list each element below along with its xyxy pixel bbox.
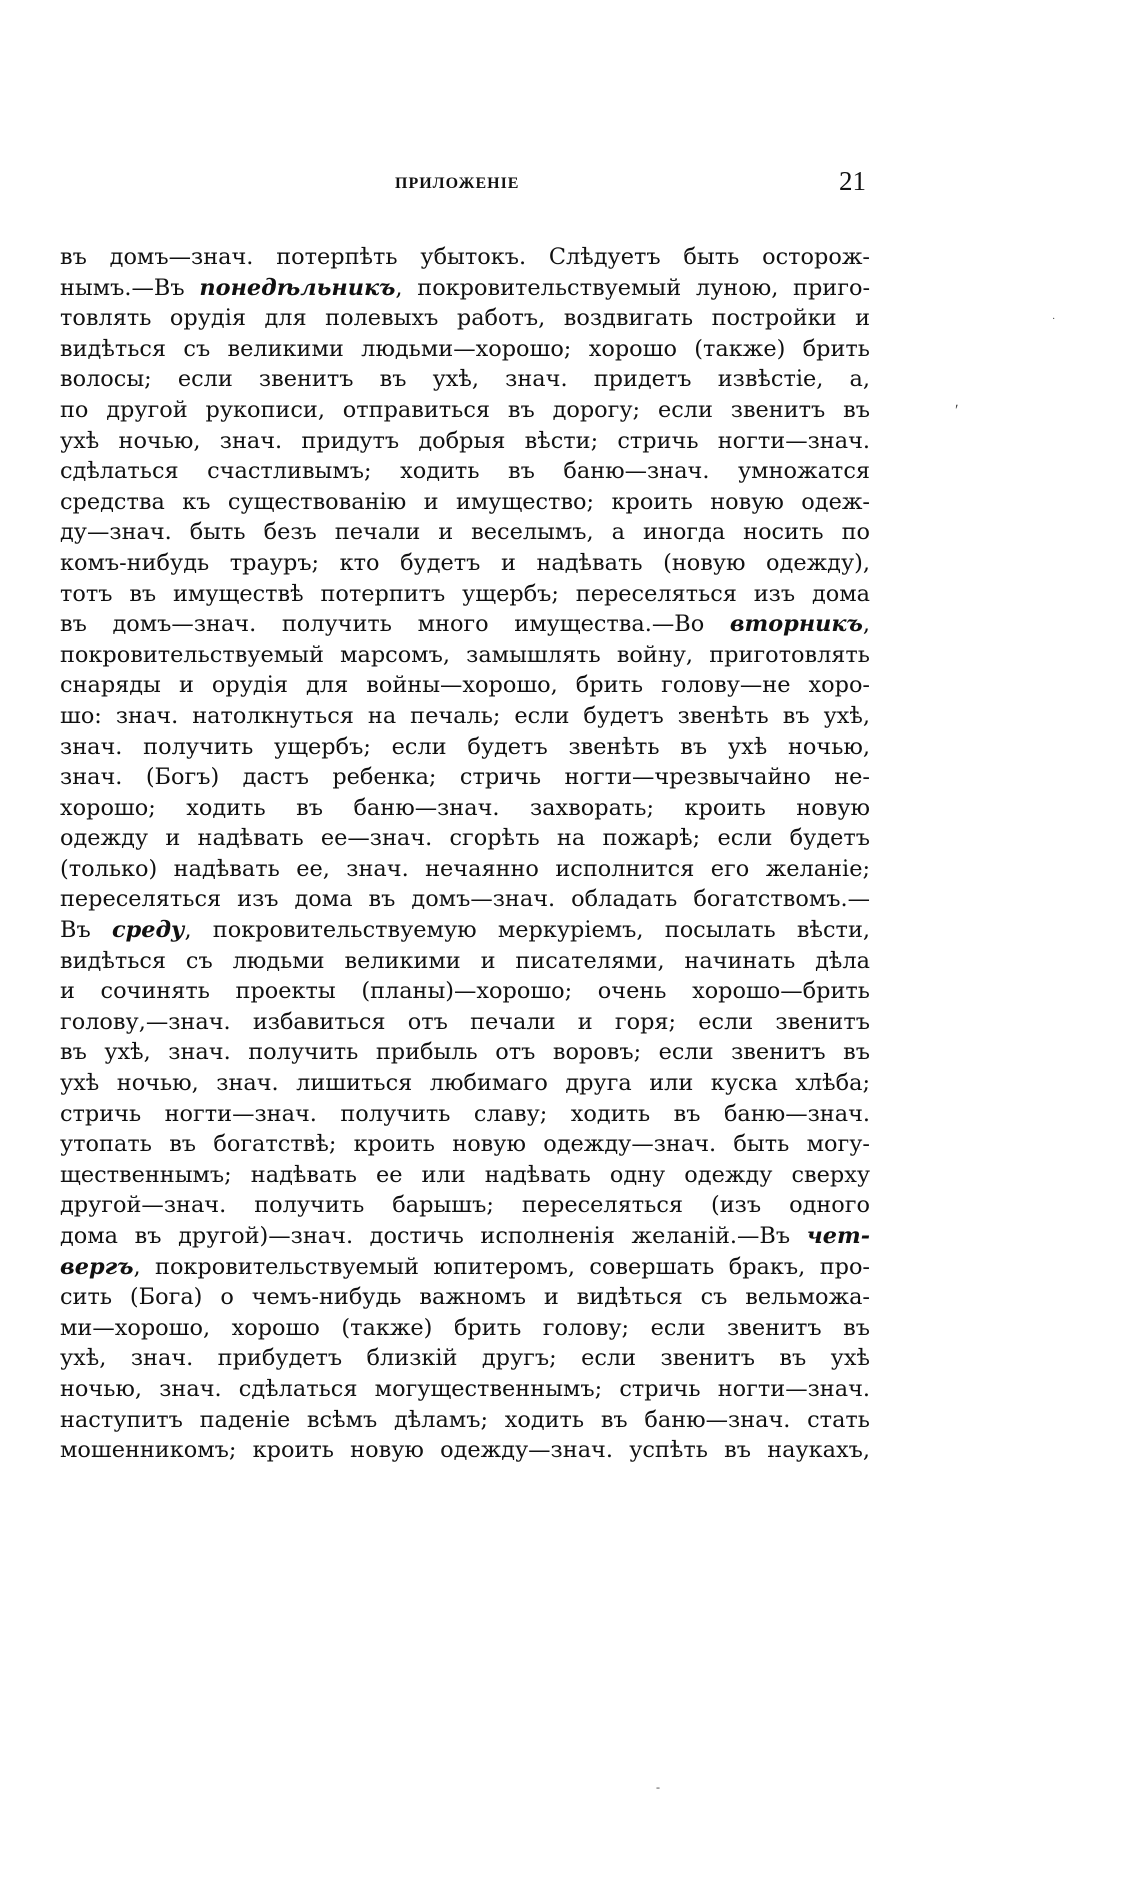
line-segment: ми—хорошо, хорошо (также) брить голову; если звенитъ въ — [60, 1314, 870, 1341]
line-segment: утопать въ богатствѣ; кроить новую одежду—знач. быть могу- — [60, 1131, 870, 1158]
line-segment: тотъ въ имуществѣ потерпитъ ущербъ; переселяться изъ дома — [60, 580, 870, 607]
line-segment: другой—знач. получить барышъ; переселяться (изъ одного — [60, 1192, 870, 1219]
text-line — [60, 1252, 870, 1283]
line-segment: , покровительствуемый юпитеромъ, совершать бракъ, про- — [133, 1253, 870, 1280]
text-line — [60, 1221, 870, 1252]
text-line — [60, 548, 870, 579]
line-segment: наступитъ паденіе всѣмъ дѣламъ; ходить въ баню—знач. стать — [60, 1406, 870, 1433]
line-segment: въ домъ—знач. получить много имущества.—Во — [60, 611, 730, 638]
text-line — [60, 1129, 870, 1160]
body-text — [60, 242, 870, 1466]
line-segment: ду—знач. быть безъ печали и веселымъ, а иногда носить по — [60, 519, 870, 546]
text-line — [60, 854, 870, 885]
line-segment: ухѣ ночью, знач. лишиться любимаго друга или куска хлѣба; — [60, 1070, 870, 1097]
line-segment: въ ухѣ, знач. получить прибыль отъ воровъ; если звенитъ въ — [60, 1039, 870, 1066]
text-line — [60, 701, 870, 732]
line-segment: ночью, знач. сдѣлаться могущественнымъ; стричь ногти—знач. — [60, 1375, 870, 1402]
line-segment: дома въ другой)—знач. достичь исполненія желаній.—Въ — [60, 1223, 807, 1249]
text-line — [60, 303, 870, 334]
text-line — [60, 395, 870, 426]
text-line — [60, 946, 870, 977]
emphasized-word: вергъ — [60, 1253, 134, 1280]
line-segment: стричь ногти—знач. получить славу; ходить въ баню—знач. — [60, 1100, 870, 1127]
line-segment: , покровительствуемый луною, приго- — [395, 274, 870, 301]
line-segment: ухѣ ночью, знач. придутъ добрыя вѣсти; стричь ногти—знач. — [60, 427, 870, 454]
running-title: ПРИЛОЖЕНІЕ — [395, 175, 520, 192]
emphasized-word: вторникъ — [729, 611, 863, 638]
stray-mark: - — [656, 1780, 660, 1794]
text-line — [60, 762, 870, 793]
line-segment: Въ — [60, 917, 112, 944]
line-segment: видѣться съ великими людьми—хорошо; хорошо (также) брить — [60, 335, 870, 362]
line-segment: видѣться съ людьми великими и писателями, начинать дѣла — [60, 947, 870, 974]
line-segment: мошенникомъ; кроить новую одежду—знач. успѣть въ наукахъ, — [60, 1437, 870, 1464]
text-line — [60, 364, 870, 395]
line-segment: въ домъ—знач. потерпѣть убытокъ. Слѣдуетъ быть осторож- — [60, 244, 870, 270]
text-line — [60, 1374, 870, 1405]
text-line — [60, 1313, 870, 1344]
text-line — [60, 1282, 870, 1313]
text-line — [60, 793, 870, 824]
text-line — [60, 517, 870, 548]
line-segment: одежду и надѣвать ее—знач. сгорѣть на пожарѣ; если будетъ — [60, 825, 870, 852]
text-line — [60, 640, 870, 671]
line-segment: покровительствуемый марсомъ, замышлять войну, приготовлять — [60, 641, 870, 668]
line-segment: комъ-нибудь трауръ; кто будетъ и надѣвать (новую одежду), — [60, 549, 870, 576]
line-segment: по другой рукописи, отправиться въ дорогу; если звенитъ въ — [60, 396, 870, 423]
text-line — [60, 242, 870, 273]
line-segment: снаряды и орудія для войны—хорошо, брить голову—не хоро- — [60, 672, 870, 699]
text-line — [60, 1007, 870, 1038]
line-segment: , — [862, 611, 870, 638]
line-segment: товлять орудія для полевыхъ работъ, воздвигать постройки и — [60, 305, 870, 332]
text-line — [60, 579, 870, 610]
text-line — [60, 487, 870, 518]
text-line — [60, 1068, 870, 1099]
text-line — [60, 456, 870, 487]
running-head — [62, 166, 866, 196]
line-segment: знач. (Богъ) дастъ ребенка; стричь ногти—чрезвычайно не- — [60, 764, 870, 791]
text-line — [60, 1343, 870, 1374]
line-segment: , покровительствуемую меркуріемъ, посылать вѣсти, — [184, 917, 870, 944]
text-line — [60, 976, 870, 1007]
page-number: 21 — [839, 166, 866, 196]
text-line — [60, 273, 870, 304]
line-segment: хорошо; ходить въ баню—знач. захворать; кроить новую — [60, 794, 870, 821]
emphasized-word: чет- — [806, 1223, 870, 1249]
line-segment: и сочинять проекты (планы)—хорошо; очень хорошо—брить — [60, 978, 870, 1005]
text-line — [60, 732, 870, 763]
line-segment: шо: знач. натолкнуться на печаль; если будетъ звенѣть въ ухѣ, — [60, 702, 870, 729]
line-segment: знач. получить ущербъ; если будетъ звенѣть въ ухѣ ночью, — [60, 733, 870, 760]
stray-mark: ʹ — [955, 402, 959, 419]
text-line — [60, 1190, 870, 1221]
text-line — [60, 1160, 870, 1191]
line-segment: щественнымъ; надѣвать ее или надѣвать одну одежду сверху — [60, 1161, 870, 1188]
line-segment: переселяться изъ дома въ домъ—знач. обладать богатствомъ.— — [60, 886, 870, 913]
line-segment: (только) надѣвать ее, знач. нечаянно исполнится его желаніе; — [60, 855, 870, 882]
text-line — [60, 1435, 870, 1466]
line-segment: голову,—знач. избавиться отъ печали и горя; если звенитъ — [60, 1008, 870, 1035]
text-line — [60, 884, 870, 915]
line-segment: средства къ существованію и имущество; кроить новую одеж- — [60, 488, 870, 515]
line-segment: нымъ.—Въ — [60, 274, 200, 301]
text-line — [60, 1099, 870, 1130]
line-segment: ухѣ, знач. прибудетъ близкій другъ; если звенитъ въ ухѣ — [60, 1345, 870, 1372]
line-segment: сить (Бога) о чемъ-нибудь важномъ и видѣться съ вельможа- — [60, 1284, 870, 1311]
text-line — [60, 426, 870, 457]
text-line — [60, 334, 870, 365]
text-line — [60, 915, 870, 946]
text-line — [60, 670, 870, 701]
text-line — [60, 1037, 870, 1068]
text-line — [60, 1405, 870, 1436]
stray-mark: · — [1052, 314, 1056, 325]
emphasized-word: среду — [111, 917, 185, 944]
line-segment: сдѣлаться счастливымъ; ходить въ баню—знач. умножатся — [60, 458, 870, 485]
line-segment: волосы; если звенитъ въ ухѣ, знач. придетъ извѣстіе, а, — [60, 366, 870, 393]
emphasized-word: понедѣльникъ — [199, 274, 396, 301]
text-line — [60, 823, 870, 854]
text-line — [60, 609, 870, 640]
